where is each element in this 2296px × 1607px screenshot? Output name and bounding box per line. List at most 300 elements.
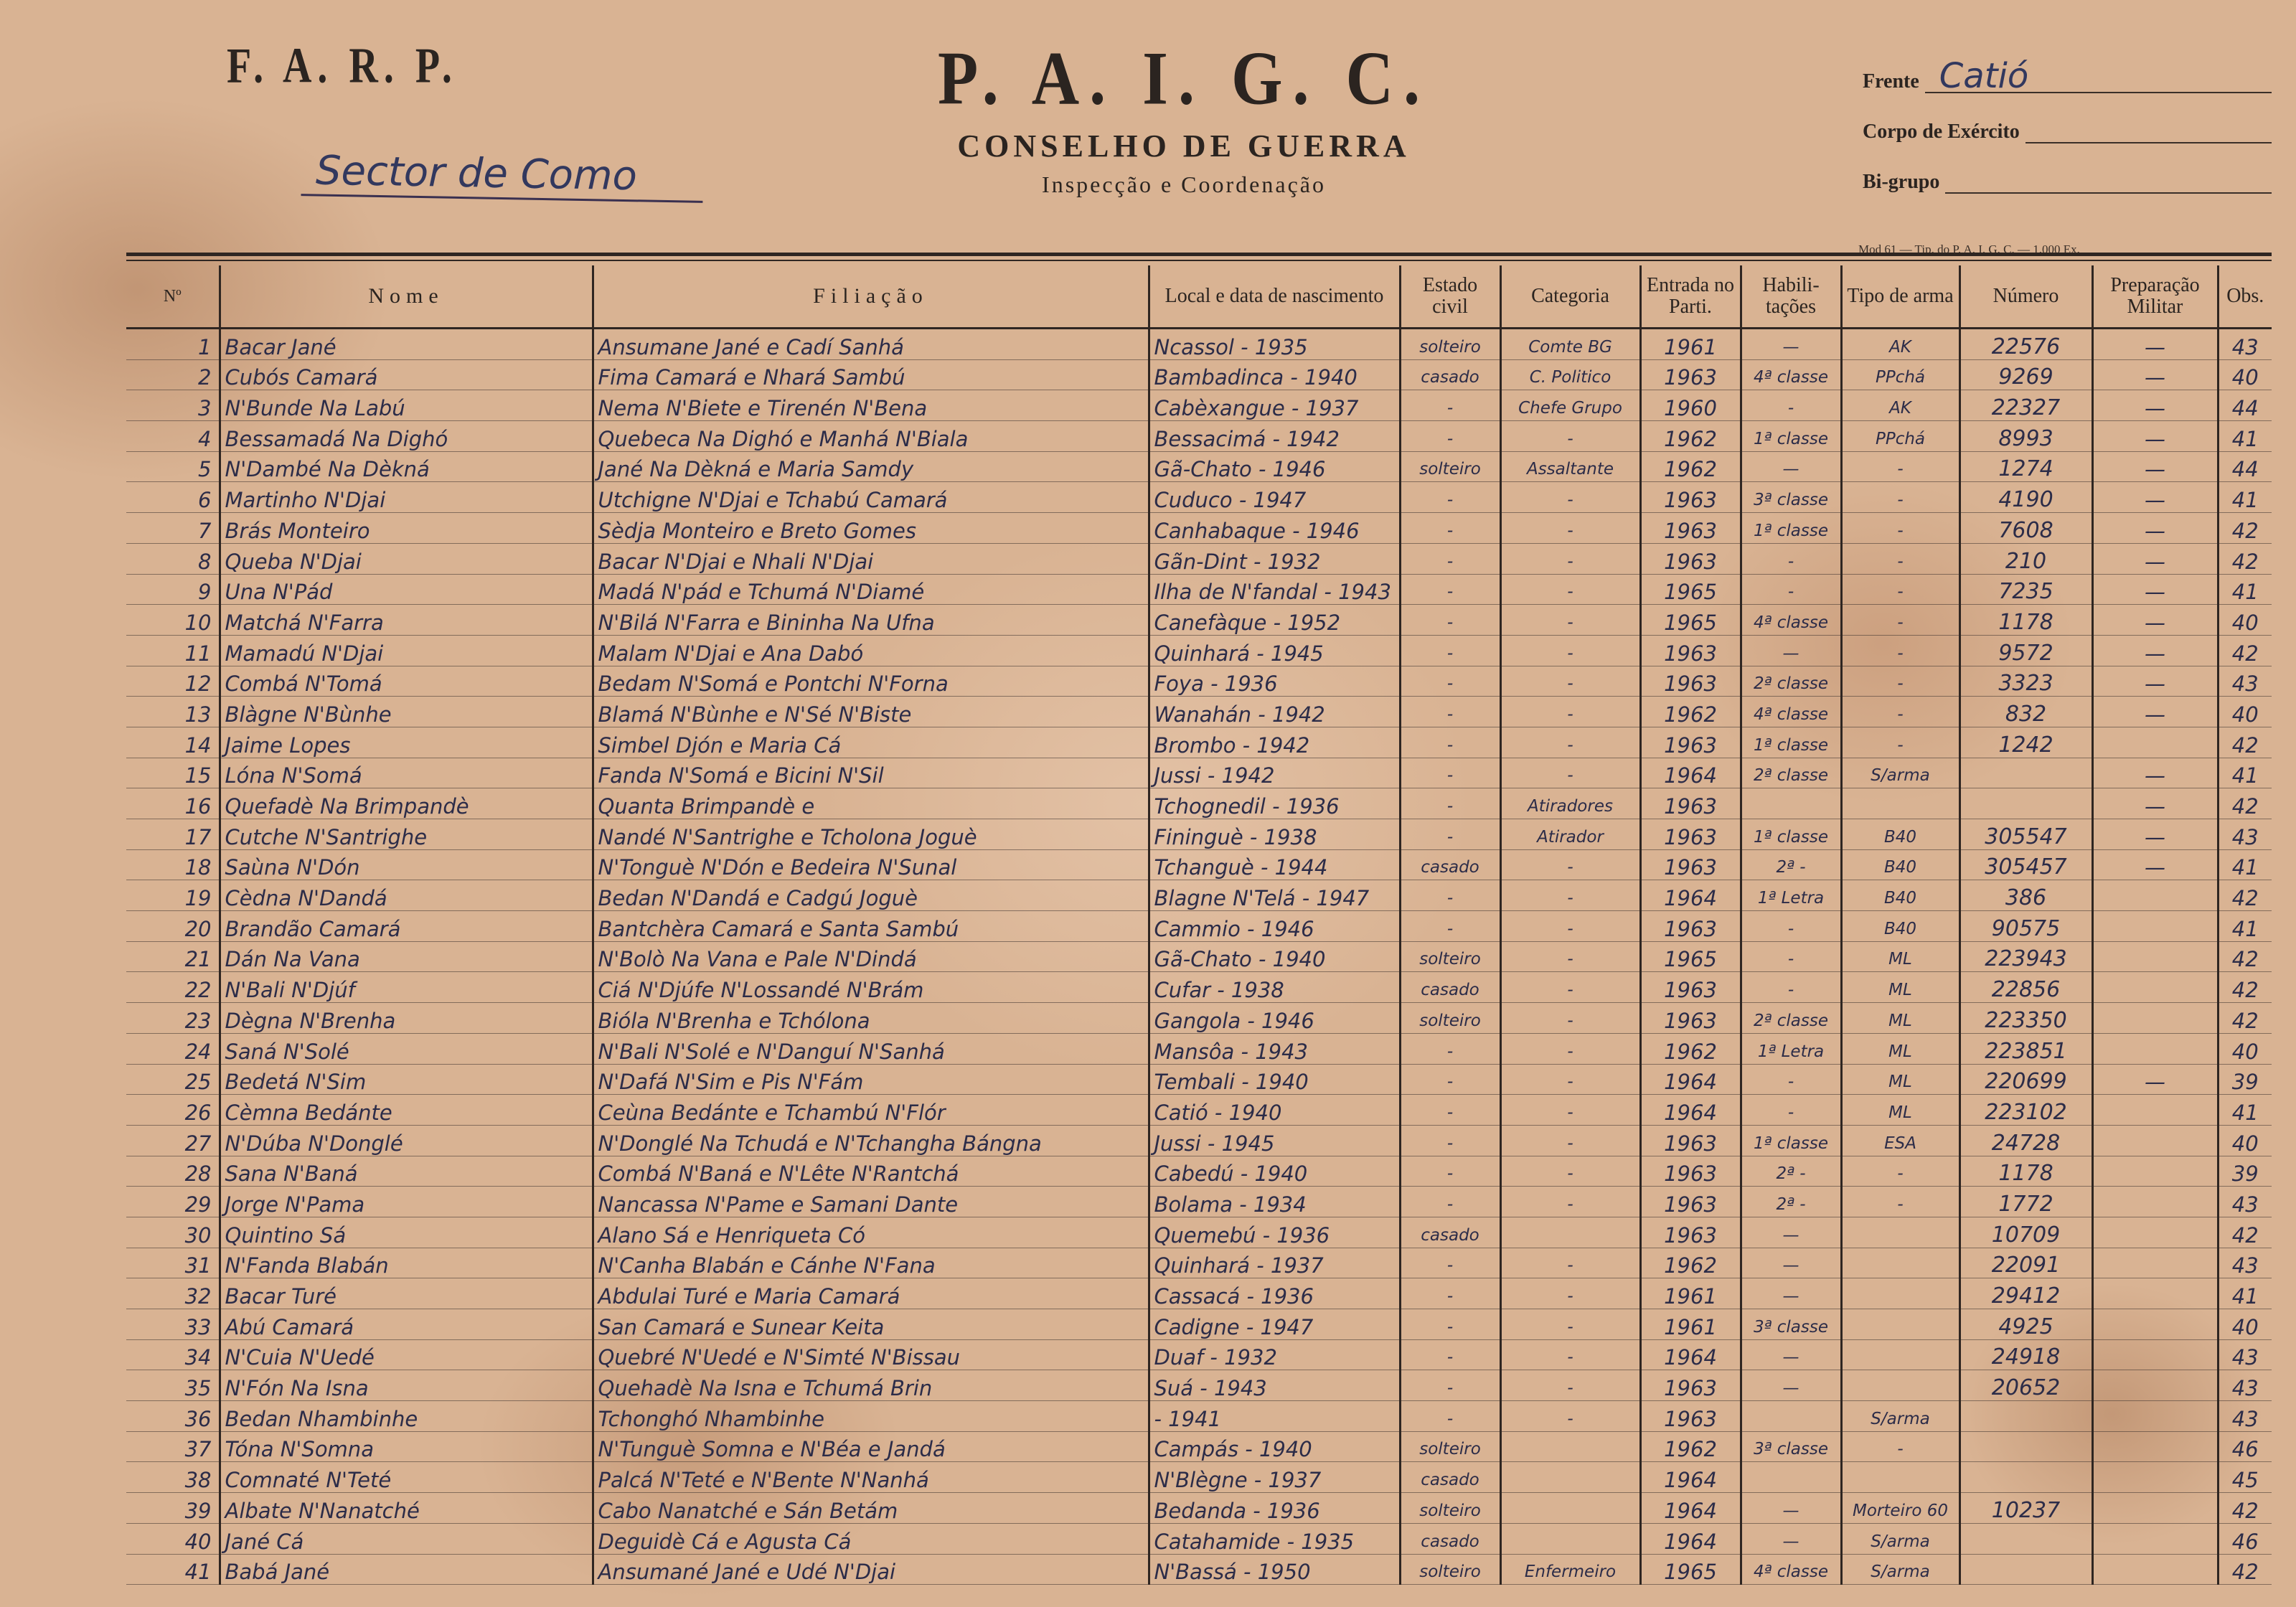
row-filiacao: Utchigne N'Djai e Tchabú Camará: [593, 482, 1149, 513]
row-numero: [1959, 1523, 2092, 1554]
row-categoria: -: [1500, 849, 1640, 880]
row-estado-civil: -: [1400, 513, 1500, 544]
row-number: 4: [126, 421, 220, 452]
row-categoria: -: [1500, 1064, 1640, 1095]
row-filiacao: Bióla N'Brenha e Tchólona: [593, 1003, 1149, 1034]
row-categoria: -: [1500, 1370, 1640, 1401]
row-categoria: -: [1500, 421, 1640, 452]
col-header-local-data: Local e data de nascimento: [1149, 265, 1400, 329]
row-entrada: 1964: [1640, 1462, 1741, 1493]
row-entrada: 1963: [1640, 819, 1741, 850]
row-entrada: 1963: [1640, 513, 1741, 544]
row-local-data: Bessacimá - 1942: [1149, 421, 1400, 452]
row-habilitacoes: 4ª classe: [1741, 359, 1841, 390]
row-tipo-arma: [1841, 1370, 1959, 1401]
row-number: 31: [126, 1248, 220, 1278]
row-obs: 42: [2218, 972, 2272, 1003]
row-tipo-arma: PPchá: [1841, 421, 1959, 452]
row-preparacao: [2092, 972, 2218, 1003]
row-tipo-arma: AK: [1841, 329, 1959, 360]
row-filiacao: Nandé N'Santrighe e Tcholona Joguè: [593, 819, 1149, 850]
row-local-data: Cabèxangue - 1937: [1149, 390, 1400, 421]
row-preparacao: [2092, 1217, 2218, 1248]
row-habilitacoes: 1ª classe: [1741, 421, 1841, 452]
table-row: [126, 758, 2272, 788]
row-categoria: -: [1500, 543, 1640, 574]
row-preparacao: —: [2092, 421, 2218, 452]
row-number: 6: [126, 482, 220, 513]
row-preparacao: —: [2092, 390, 2218, 421]
row-numero: 10237: [1959, 1493, 2092, 1524]
row-preparacao: —: [2092, 666, 2218, 697]
row-habilitacoes: [1741, 1401, 1841, 1432]
row-name: Brandão Camará: [220, 911, 593, 942]
table-row: [126, 788, 2272, 819]
row-name: N'Dúba N'Donglé: [220, 1125, 593, 1156]
row-estado-civil: -: [1400, 788, 1500, 819]
table-row: [126, 635, 2272, 666]
row-preparacao: [2092, 1431, 2218, 1462]
row-habilitacoes: 2ª -: [1741, 849, 1841, 880]
row-numero: 305547: [1959, 819, 2092, 850]
row-habilitacoes: -: [1741, 941, 1841, 972]
row-preparacao: [2092, 880, 2218, 911]
row-preparacao: —: [2092, 513, 2218, 544]
corpo-label: Corpo de Exército: [1863, 121, 2020, 143]
row-number: 10: [126, 605, 220, 636]
row-number: 38: [126, 1462, 220, 1493]
row-number: 39: [126, 1493, 220, 1524]
row-name: Jaime Lopes: [220, 727, 593, 758]
row-obs: 41: [2218, 482, 2272, 513]
row-obs: 40: [2218, 697, 2272, 727]
row-estado-civil: -: [1400, 697, 1500, 727]
row-number: 32: [126, 1278, 220, 1309]
row-obs: 42: [2218, 727, 2272, 758]
row-estado-civil: -: [1400, 482, 1500, 513]
row-name: Babá Jané: [220, 1554, 593, 1585]
row-number: 41: [126, 1554, 220, 1585]
table-row: [126, 574, 2272, 605]
col-header-filiacao: Filiação: [593, 265, 1149, 329]
row-name: N'Fón Na Isna: [220, 1370, 593, 1401]
row-filiacao: N'Donglé Na Tchudá e N'Tchangha Bángna: [593, 1125, 1149, 1156]
row-filiacao: Sèdja Monteiro e Breto Gomes: [593, 513, 1149, 544]
row-obs: 44: [2218, 390, 2272, 421]
row-estado-civil: -: [1400, 1033, 1500, 1064]
table-row: [126, 1431, 2272, 1462]
row-estado-civil: -: [1400, 1125, 1500, 1156]
row-number: 22: [126, 972, 220, 1003]
row-habilitacoes: -: [1741, 1095, 1841, 1126]
row-local-data: Tchognedil - 1936: [1149, 788, 1400, 819]
row-numero: 386: [1959, 880, 2092, 911]
row-estado-civil: -: [1400, 605, 1500, 636]
row-categoria: -: [1500, 635, 1640, 666]
row-name: Blàgne N'Bùnhe: [220, 697, 593, 727]
frente-label: Frente: [1863, 70, 1919, 93]
row-name: Cèdna N'Dandá: [220, 880, 593, 911]
col-header-obs: Obs.: [2218, 265, 2272, 329]
row-preparacao: [2092, 1248, 2218, 1278]
row-tipo-arma: Morteiro 60: [1841, 1493, 1959, 1524]
col-header-num: Nº: [126, 265, 220, 329]
row-name: N'Bunde Na Labú: [220, 390, 593, 421]
row-number: 14: [126, 727, 220, 758]
row-estado-civil: -: [1400, 1370, 1500, 1401]
row-obs: 42: [2218, 788, 2272, 819]
row-categoria: -: [1500, 727, 1640, 758]
page-subtitle: CONSELHO DE GUERRA: [957, 128, 1411, 164]
row-tipo-arma: -: [1841, 574, 1959, 605]
row-entrada: 1962: [1640, 697, 1741, 727]
row-local-data: Cammio - 1946: [1149, 911, 1400, 942]
row-filiacao: Nema N'Biete e Tirenén N'Bena: [593, 390, 1149, 421]
table-body: [126, 329, 2272, 1585]
row-number: 17: [126, 819, 220, 850]
row-estado-civil: -: [1400, 819, 1500, 850]
row-numero: 4190: [1959, 482, 2092, 513]
row-filiacao: Bedan N'Dandá e Cadgú Joguè: [593, 880, 1149, 911]
row-numero: 9269: [1959, 359, 2092, 390]
row-tipo-arma: -: [1841, 513, 1959, 544]
row-estado-civil: -: [1400, 758, 1500, 788]
row-entrada: 1963: [1640, 1187, 1741, 1217]
row-tipo-arma: -: [1841, 543, 1959, 574]
row-entrada: 1964: [1640, 1095, 1741, 1126]
row-obs: 42: [2218, 543, 2272, 574]
col-header-entrada: Entrada no Parti.: [1640, 265, 1741, 329]
row-preparacao: —: [2092, 329, 2218, 360]
col-header-nome: Nome: [220, 265, 593, 329]
corpo-value: [2026, 110, 2272, 143]
table-row: [126, 1462, 2272, 1493]
row-tipo-arma: -: [1841, 482, 1959, 513]
row-obs: 44: [2218, 451, 2272, 482]
row-entrada: 1963: [1640, 788, 1741, 819]
row-categoria: -: [1500, 941, 1640, 972]
row-number: 19: [126, 880, 220, 911]
row-habilitacoes: -: [1741, 911, 1841, 942]
row-name: Abú Camará: [220, 1309, 593, 1340]
row-preparacao: [2092, 911, 2218, 942]
row-entrada: 1962: [1640, 451, 1741, 482]
row-obs: 46: [2218, 1431, 2272, 1462]
row-preparacao: [2092, 1095, 2218, 1126]
row-preparacao: —: [2092, 1064, 2218, 1095]
row-filiacao: Fanda N'Somá e Bicini N'Sil: [593, 758, 1149, 788]
row-number: 5: [126, 451, 220, 482]
row-number: 33: [126, 1309, 220, 1340]
row-tipo-arma: [1841, 1309, 1959, 1340]
row-name: Bacar Turé: [220, 1278, 593, 1309]
row-estado-civil: -: [1400, 1401, 1500, 1432]
row-habilitacoes: 1ª Letra: [1741, 880, 1841, 911]
row-categoria: -: [1500, 758, 1640, 788]
row-habilitacoes: -: [1741, 543, 1841, 574]
row-filiacao: Bacar N'Djai e Nhali N'Djai: [593, 543, 1149, 574]
row-filiacao: Quebré N'Uedé e N'Simté N'Bissau: [593, 1339, 1149, 1370]
row-number: 8: [126, 543, 220, 574]
row-tipo-arma: S/arma: [1841, 1523, 1959, 1554]
row-local-data: Brombo - 1942: [1149, 727, 1400, 758]
row-entrada: 1964: [1640, 1523, 1741, 1554]
row-local-data: Ilha de N'fandal - 1943: [1149, 574, 1400, 605]
row-habilitacoes: 1ª classe: [1741, 1125, 1841, 1156]
row-preparacao: [2092, 1278, 2218, 1309]
row-habilitacoes: 2ª -: [1741, 1156, 1841, 1187]
row-filiacao: Nancassa N'Pame e Samani Dante: [593, 1187, 1149, 1217]
row-number: 34: [126, 1339, 220, 1370]
personnel-table: [126, 265, 2272, 1585]
row-filiacao: Fima Camará e Nhará Sambú: [593, 359, 1149, 390]
row-categoria: -: [1500, 1156, 1640, 1187]
row-numero: 22576: [1959, 329, 2092, 360]
row-local-data: Bolama - 1934: [1149, 1187, 1400, 1217]
row-entrada: 1961: [1640, 329, 1741, 360]
row-estado-civil: -: [1400, 1309, 1500, 1340]
table-row: [126, 1554, 2272, 1585]
row-name: Dègna N'Brenha: [220, 1003, 593, 1034]
row-name: N'Dambé Na Dèkná: [220, 451, 593, 482]
row-local-data: Cuduco - 1947: [1149, 482, 1400, 513]
row-entrada: 1965: [1640, 574, 1741, 605]
row-filiacao: N'Bilá N'Farra e Bininha Na Ufna: [593, 605, 1149, 636]
row-local-data: Bedanda - 1936: [1149, 1493, 1400, 1524]
row-numero: 20652: [1959, 1370, 2092, 1401]
row-estado-civil: -: [1400, 1156, 1500, 1187]
row-number: 9: [126, 574, 220, 605]
row-preparacao: [2092, 1033, 2218, 1064]
row-habilitacoes: 3ª classe: [1741, 482, 1841, 513]
row-name: Comnaté N'Teté: [220, 1462, 593, 1493]
row-habilitacoes: —: [1741, 1370, 1841, 1401]
row-estado-civil: solteiro: [1400, 1431, 1500, 1462]
row-name: Una N'Pád: [220, 574, 593, 605]
row-entrada: 1961: [1640, 1278, 1741, 1309]
row-obs: 39: [2218, 1156, 2272, 1187]
col-header-habilitacoes: Habili-tações: [1741, 265, 1841, 329]
row-habilitacoes: —: [1741, 1339, 1841, 1370]
row-filiacao: N'Bali N'Solé e N'Danguí N'Sanhá: [593, 1033, 1149, 1064]
row-obs: 42: [2218, 1003, 2272, 1034]
row-estado-civil: -: [1400, 880, 1500, 911]
row-habilitacoes: 3ª classe: [1741, 1431, 1841, 1462]
row-number: 3: [126, 390, 220, 421]
row-name: Brás Monteiro: [220, 513, 593, 544]
row-categoria: [1500, 1493, 1640, 1524]
row-local-data: N'Blègne - 1937: [1149, 1462, 1400, 1493]
table-row: [126, 451, 2272, 482]
row-habilitacoes: —: [1741, 329, 1841, 360]
row-name: Saùna N'Dón: [220, 849, 593, 880]
row-obs: 41: [2218, 849, 2272, 880]
row-categoria: Assaltante: [1500, 451, 1640, 482]
row-categoria: -: [1500, 605, 1640, 636]
row-filiacao: Ansumané Jané e Udé N'Djai: [593, 1554, 1149, 1585]
row-obs: 42: [2218, 635, 2272, 666]
row-tipo-arma: [1841, 1462, 1959, 1493]
row-numero: 22856: [1959, 972, 2092, 1003]
row-obs: 43: [2218, 819, 2272, 850]
row-obs: 43: [2218, 1401, 2272, 1432]
row-preparacao: —: [2092, 359, 2218, 390]
row-obs: 41: [2218, 574, 2272, 605]
row-categoria: Comte BG: [1500, 329, 1640, 360]
row-habilitacoes: —: [1741, 1248, 1841, 1278]
row-estado-civil: -: [1400, 1278, 1500, 1309]
row-filiacao: Blamá N'Bùnhe e N'Sé N'Biste: [593, 697, 1149, 727]
row-name: Bedan Nhambinhe: [220, 1401, 593, 1432]
row-filiacao: Combá N'Baná e N'Lête N'Rantchá: [593, 1156, 1149, 1187]
row-categoria: -: [1500, 482, 1640, 513]
bigrupo-label: Bi-grupo: [1863, 171, 1940, 193]
row-entrada: 1963: [1640, 1003, 1741, 1034]
table-row: [126, 1401, 2272, 1432]
row-numero: [1959, 788, 2092, 819]
table-row: [126, 1125, 2272, 1156]
row-tipo-arma: B40: [1841, 819, 1959, 850]
row-preparacao: —: [2092, 849, 2218, 880]
row-estado-civil: -: [1400, 1248, 1500, 1278]
row-filiacao: Deguidè Cá e Agusta Cá: [593, 1523, 1149, 1554]
table-row: [126, 359, 2272, 390]
row-tipo-arma: -: [1841, 727, 1959, 758]
top-rule: [126, 253, 2272, 256]
row-numero: 223851: [1959, 1033, 2092, 1064]
row-local-data: Gã-Chato - 1940: [1149, 941, 1400, 972]
row-entrada: 1963: [1640, 666, 1741, 697]
row-numero: 223943: [1959, 941, 2092, 972]
row-name: Cubós Camará: [220, 359, 593, 390]
row-local-data: Catió - 1940: [1149, 1095, 1400, 1126]
row-entrada: 1962: [1640, 1033, 1741, 1064]
table-row: [126, 697, 2272, 727]
table-row: [126, 1217, 2272, 1248]
row-numero: 832: [1959, 697, 2092, 727]
row-filiacao: Ceùna Bedánte e Tchambú N'Flór: [593, 1095, 1149, 1126]
table-row: [126, 1187, 2272, 1217]
row-numero: 1242: [1959, 727, 2092, 758]
row-tipo-arma: B40: [1841, 911, 1959, 942]
row-local-data: Cabedú - 1940: [1149, 1156, 1400, 1187]
row-obs: 40: [2218, 1309, 2272, 1340]
row-tipo-arma: -: [1841, 1431, 1959, 1462]
row-numero: 223350: [1959, 1003, 2092, 1034]
row-tipo-arma: -: [1841, 635, 1959, 666]
row-preparacao: [2092, 1554, 2218, 1585]
row-preparacao: [2092, 1493, 2218, 1524]
row-name: Jané Cá: [220, 1523, 593, 1554]
row-entrada: 1963: [1640, 482, 1741, 513]
row-filiacao: N'Tunguè Somna e N'Béa e Jandá: [593, 1431, 1149, 1462]
table-row: [126, 819, 2272, 850]
row-local-data: Canefàque - 1952: [1149, 605, 1400, 636]
row-tipo-arma: ML: [1841, 1095, 1959, 1126]
row-estado-civil: -: [1400, 727, 1500, 758]
row-habilitacoes: —: [1741, 451, 1841, 482]
row-local-data: Jussi - 1942: [1149, 758, 1400, 788]
row-categoria: [1500, 1523, 1640, 1554]
row-number: 1: [126, 329, 220, 360]
row-numero: 220699: [1959, 1064, 2092, 1095]
table-row: [126, 543, 2272, 574]
row-entrada: 1963: [1640, 911, 1741, 942]
row-numero: [1959, 1554, 2092, 1585]
row-numero: 210: [1959, 543, 2092, 574]
row-number: 37: [126, 1431, 220, 1462]
row-habilitacoes: 1ª classe: [1741, 727, 1841, 758]
row-name: Cèmna Bedánte: [220, 1095, 593, 1126]
row-tipo-arma: [1841, 1217, 1959, 1248]
row-obs: 41: [2218, 421, 2272, 452]
row-local-data: Duaf - 1932: [1149, 1339, 1400, 1370]
row-local-data: Wanahán - 1942: [1149, 697, 1400, 727]
row-name: Saná N'Solé: [220, 1033, 593, 1064]
row-number: 13: [126, 697, 220, 727]
row-name: Quefadè Na Brimpandè: [220, 788, 593, 819]
row-preparacao: —: [2092, 543, 2218, 574]
row-number: 16: [126, 788, 220, 819]
row-name: Dán Na Vana: [220, 941, 593, 972]
row-local-data: Gã-Chato - 1946: [1149, 451, 1400, 482]
table-row: [126, 911, 2272, 942]
row-obs: 41: [2218, 758, 2272, 788]
row-preparacao: [2092, 1125, 2218, 1156]
row-filiacao: Quehadè Na Isna e Tchumá Brin: [593, 1370, 1149, 1401]
row-entrada: 1963: [1640, 1401, 1741, 1432]
row-tipo-arma: ESA: [1841, 1125, 1959, 1156]
row-categoria: -: [1500, 666, 1640, 697]
row-numero: [1959, 758, 2092, 788]
row-habilitacoes: 4ª classe: [1741, 605, 1841, 636]
row-numero: 22327: [1959, 390, 2092, 421]
row-habilitacoes: -: [1741, 574, 1841, 605]
row-name: Jorge N'Pama: [220, 1187, 593, 1217]
row-estado-civil: casado: [1400, 972, 1500, 1003]
row-numero: 10709: [1959, 1217, 2092, 1248]
row-estado-civil: -: [1400, 1095, 1500, 1126]
row-local-data: Campás - 1940: [1149, 1431, 1400, 1462]
table-row: [126, 1523, 2272, 1554]
frente-value: Catió: [1925, 60, 2272, 93]
row-categoria: [1500, 1462, 1640, 1493]
row-local-data: Suá - 1943: [1149, 1370, 1400, 1401]
row-estado-civil: solteiro: [1400, 1554, 1500, 1585]
row-estado-civil: -: [1400, 390, 1500, 421]
row-entrada: 1965: [1640, 1554, 1741, 1585]
frente-field: [1863, 43, 2272, 96]
row-name: Queba N'Djai: [220, 543, 593, 574]
row-local-data: Fininguè - 1938: [1149, 819, 1400, 850]
row-habilitacoes: 2ª classe: [1741, 666, 1841, 697]
table-row: [126, 1156, 2272, 1187]
row-numero: 1274: [1959, 451, 2092, 482]
row-filiacao: Abdulai Turé e Maria Camará: [593, 1278, 1149, 1309]
row-categoria: -: [1500, 697, 1640, 727]
row-filiacao: Ciá N'Djúfe N'Lossandé N'Brám: [593, 972, 1149, 1003]
row-habilitacoes: —: [1741, 635, 1841, 666]
row-filiacao: Madá N'pád e Tchumá N'Diamé: [593, 574, 1149, 605]
row-categoria: -: [1500, 1309, 1640, 1340]
row-habilitacoes: 3ª classe: [1741, 1309, 1841, 1340]
row-name: Mamadú N'Djai: [220, 635, 593, 666]
row-obs: 42: [2218, 513, 2272, 544]
row-estado-civil: -: [1400, 666, 1500, 697]
row-habilitacoes: 2ª classe: [1741, 758, 1841, 788]
row-habilitacoes: -: [1741, 1064, 1841, 1095]
page-title: P. A. I. G. C.: [938, 36, 1430, 121]
